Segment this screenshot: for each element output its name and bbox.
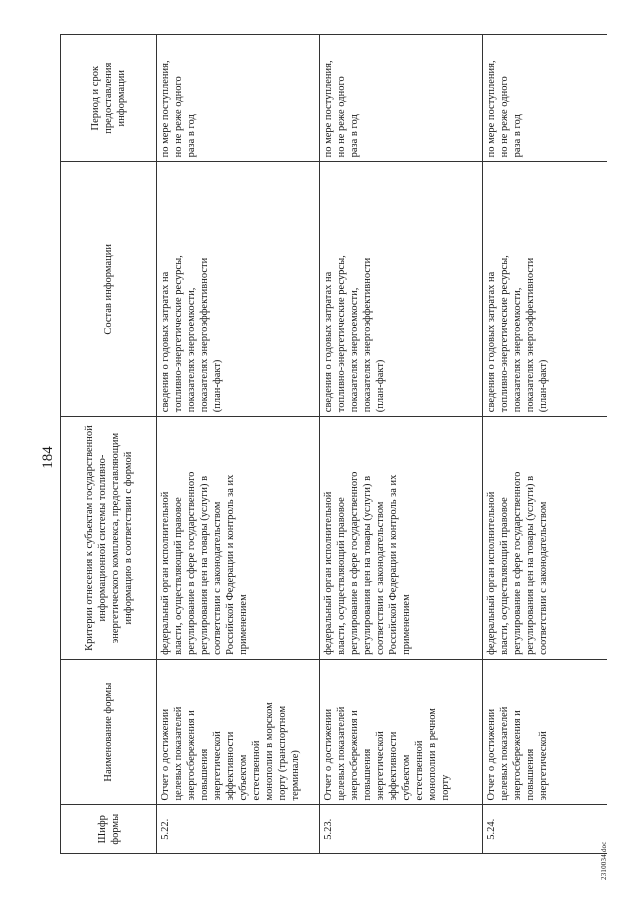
- form-code: 5.24.: [483, 805, 608, 854]
- table-row: [483, 35, 608, 854]
- rotated-page: [30, 35, 610, 880]
- composition: сведения о годовых затратах на топливно-энергетические ресурсы, показателях энергоемкости, показателях энергоэффективности (план-факт): [157, 162, 320, 417]
- header-form-name: Наименование формы: [61, 659, 157, 805]
- header-period: Период и срок предоставления информации: [61, 35, 157, 162]
- composition: сведения о годовых затратах на топливно-энергетические ресурсы, показателях энергоемкости, показателях энергоэффективности (план-факт): [320, 162, 483, 417]
- criteria: федеральный орган исполнительной власти, осуществляющий правовое регулирование в сфере государственного регулирования цен на товары (услуги) в соответствии с законодательством Российской Федерации и контроль за их применением: [157, 417, 320, 660]
- criteria: федеральный орган исполнительной власти, осуществляющий правовое регулирование в сфере государственного регулирования цен на товары (услуги) в соответствии с законодательством: [483, 417, 608, 660]
- form-name: Отчет о достижении целевых показателей энергосбережения и повышения энергетической эффективности субъектом естественной монополии в морском порту (транспортном терминале): [157, 659, 320, 805]
- period: по мере поступления, но не реже одного раза в год: [483, 35, 608, 162]
- header-form-code: Шифр формы: [61, 805, 157, 854]
- form-name: Отчет о достижении целевых показателей энергосбережения и повышения энергетической: [483, 659, 608, 805]
- header-criteria: Критерии отнесения к субъектам государственной информационной системы топливно-энергетического комплекса, предоставляющим информацию в соответствии с формой: [61, 417, 157, 660]
- period: по мере поступления, но не реже одного раза в год: [157, 35, 320, 162]
- form-name: Отчет о достижении целевых показателей энергосбережения и повышения энергетической эффективности субъектом естественной монополии в речном порту: [320, 659, 483, 805]
- table-row: [320, 35, 483, 854]
- table-header-row: [61, 35, 157, 854]
- criteria: федеральный орган исполнительной власти, осуществляющий правовое регулирование в сфере государственного регулирования цен на товары (услуги) в соответствии с законодательством Российской Федерации и контроль за их применением: [320, 417, 483, 660]
- period: по мере поступления, но не реже одного раза в год: [320, 35, 483, 162]
- composition: сведения о годовых затратах на топливно-энергетические ресурсы, показателях энергоемкости, показателях энергоэффективности (план-факт): [483, 162, 608, 417]
- table-row: [157, 35, 320, 854]
- page-number: 184: [40, 446, 56, 469]
- form-code: 5.22.: [157, 805, 320, 854]
- document-code: 2310034.doc: [600, 841, 608, 880]
- forms-table: [60, 34, 607, 854]
- form-code: 5.23.: [320, 805, 483, 854]
- header-composition: Состав информации: [61, 162, 157, 417]
